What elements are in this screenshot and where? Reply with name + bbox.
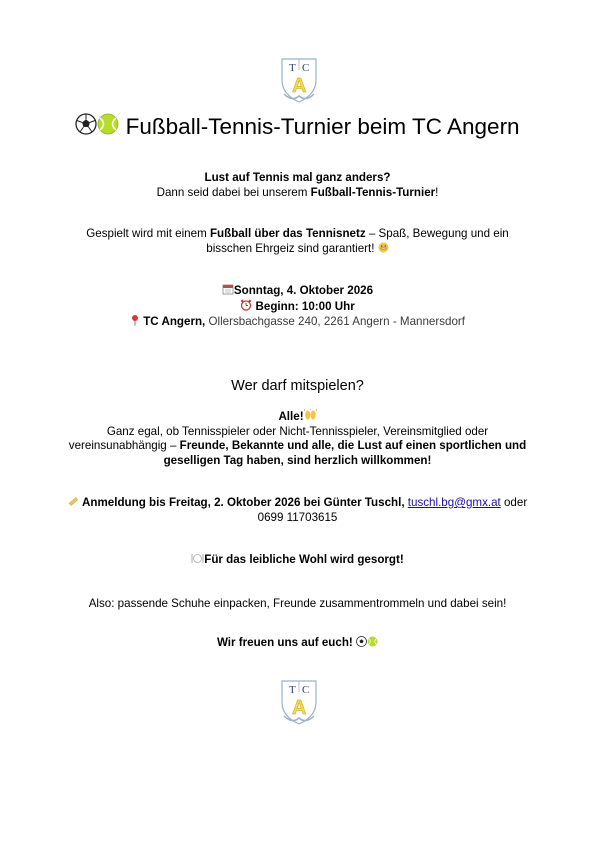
event-details: Sonntag, 4. Oktober 2026 Beginn: 10:00 Uhr TC Angern, Ollersbachgasse 240, 2261 Angern - Mannersdorf [30,283,565,330]
registration: Anmeldung bis Freitag, 2. Oktober 2026 bei Günter Tuschl, tuschl.bg@gmx.at oder 0699 11703615 [30,496,565,525]
calendar-icon [222,283,234,295]
svg-text:T: T [289,684,296,696]
tennis-ball-icon [97,113,119,135]
page-title: Fußball-Tennis-Turnier beim TC Angern [30,112,565,142]
club-logo-top [278,56,320,104]
svg-text:C: C [302,62,310,74]
who-description: Alle! Ganz egal, ob Tennisspieler oder Nicht-Tennisspieler, Vereinsmitglied oder vereinsunabhängig – Freunde, Bekannte und alle, die Lust auf einen sportlichen und geselligen Tag haben, sind herzlich willkommen! [68,410,527,467]
soccer-ball-icon [356,636,367,647]
alarm-clock-icon [240,299,252,311]
who-heading: Wer darf mitspielen? [231,378,364,394]
svg-text:C: C [302,684,310,696]
email-link[interactable]: tuschl.bg@gmx.at [407,496,501,509]
soccer-ball-icon [75,113,97,135]
food-note: Für das leibliche Wohl wird gesorgt! [30,553,565,568]
grinning-face-icon [378,242,389,253]
game-description: Gespielt wird mit einem Fußball über das Tennisnetz – Spaß, Bewegung und ein bisschen Ehrgeiz sind garantiert! [86,227,509,255]
raising-hands-icon [304,409,317,421]
intro: Lust auf Tennis mal ganz anders? Dann seid dabei bei unserem Fußball-Tennis-Turnier! [156,171,439,199]
round-pushpin-icon [130,314,140,326]
svg-text:A: A [292,75,307,97]
svg-text:A: A [292,697,307,719]
tennis-ball-icon [367,636,378,647]
club-logo-bottom [278,678,320,726]
closing-text: Also: passende Schuhe einpacken, Freunde zusammentrommeln und dabei sein! [88,597,507,610]
closing-final: Wir freuen uns auf euch! [30,636,565,651]
fork-knife-plate-icon [191,553,204,564]
pencil-icon [68,496,79,507]
svg-text:T: T [289,62,296,74]
